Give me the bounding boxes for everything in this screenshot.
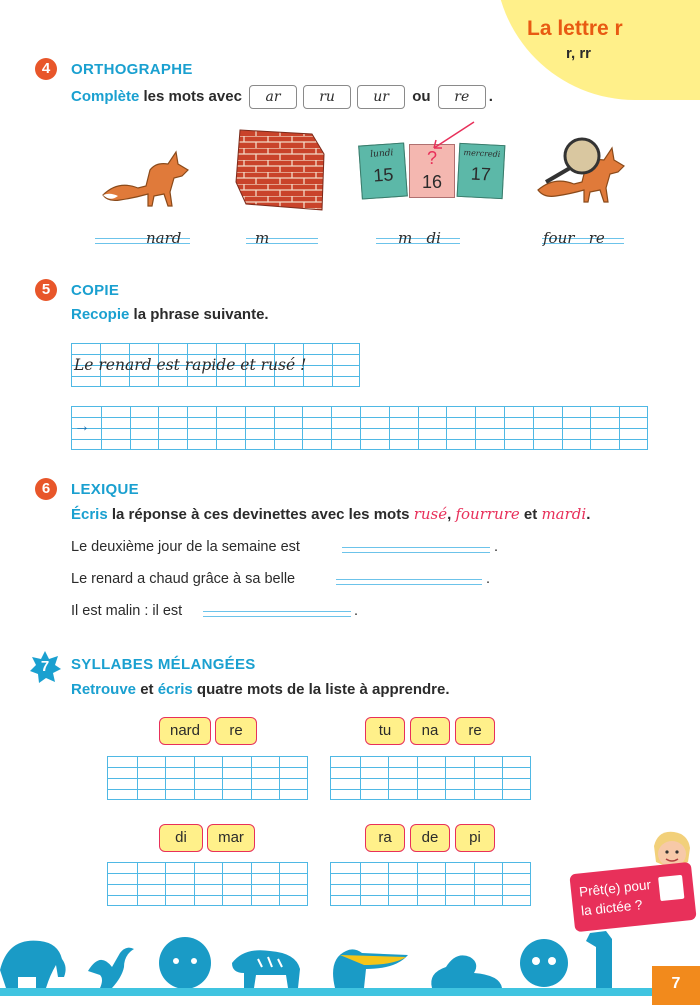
syllable-chip: re	[455, 717, 495, 745]
section-5-title: COPIE	[71, 282, 120, 299]
riddle-1: Le deuxième jour de la semaine est	[71, 539, 300, 555]
dictation-checkbox[interactable]	[658, 875, 684, 901]
syllable-box: re	[438, 85, 486, 109]
answer-grid[interactable]	[107, 756, 308, 800]
fox-illustration	[98, 140, 198, 212]
section-7-instruction	[71, 681, 450, 698]
page-number: 7	[652, 966, 700, 1005]
section-4-number: 4	[35, 58, 57, 80]
calendar-day-number: 15	[372, 164, 394, 186]
syllable-box: ru	[303, 85, 351, 109]
instruction-text: la réponse à ces devinettes avec les mots	[107, 506, 414, 523]
section-6-number: 6	[35, 478, 57, 500]
section-6-instruction	[71, 505, 590, 523]
elephant-icon	[0, 941, 66, 988]
section-7-title: SYLLABES MÉLANGÉES	[71, 656, 256, 673]
syllable-chip: di	[159, 824, 203, 852]
end-punct: .	[586, 506, 591, 523]
whale-tail-icon	[88, 948, 134, 988]
pointer-arrow-icon	[420, 118, 480, 158]
instruction-text: les mots avec	[139, 87, 247, 105]
word-to-complete: four re	[543, 229, 605, 247]
word-to-complete: m	[255, 229, 270, 247]
or-word: ou	[408, 87, 435, 105]
section-4-instruction	[71, 85, 493, 109]
instruction-keyword: Écris	[71, 506, 108, 523]
end-punct: .	[488, 87, 493, 105]
word-to-complete: nard	[146, 229, 182, 247]
answer-grid[interactable]	[330, 756, 531, 800]
word-to-complete: m di	[398, 229, 441, 247]
section-6-title: LEXIQUE	[71, 481, 139, 498]
instruction-text: la phrase suivante.	[129, 306, 269, 323]
instruction-text: et	[136, 681, 158, 698]
instruction-text: quatre mots de la liste à apprendre.	[192, 681, 450, 698]
word-mardi: mardi	[541, 505, 587, 523]
panda-icon	[520, 939, 568, 987]
calendar-day-name: lundi	[369, 148, 394, 160]
tiger-icon	[232, 950, 300, 988]
syllable-chip: ra	[365, 824, 405, 852]
word-fourrure: fourrure	[455, 505, 520, 523]
riddle-end: .	[354, 603, 359, 619]
instruction-keyword: Complète	[71, 87, 140, 105]
calendar-question-mark: ?	[426, 148, 437, 168]
copy-grid[interactable]	[71, 406, 648, 450]
syllable-box: ur	[357, 85, 405, 109]
section-5-number: 5	[35, 279, 57, 301]
syllable-box: ar	[249, 85, 297, 109]
calendar-day-name: mercredi	[463, 148, 501, 159]
start-arrow-icon: →	[74, 418, 90, 435]
giraffe-icon	[586, 931, 612, 988]
syllable-chip: de	[410, 824, 450, 852]
riddle-2: Le renard a chaud grâce à sa belle	[71, 571, 296, 587]
page-title: La lettre r	[527, 17, 623, 40]
header-tab	[495, 0, 700, 100]
instruction-keyword: Recopie	[71, 306, 130, 323]
calendar-day-number: 17	[470, 163, 492, 185]
separator: ,	[447, 506, 456, 523]
syllable-chip: mar	[207, 824, 255, 852]
syllable-chip: tu	[365, 717, 405, 745]
section-4-title: ORTHOGRAPHE	[71, 61, 193, 78]
section-7-number: 7	[40, 658, 50, 675]
dictation-line-2: la dictée ?	[580, 897, 644, 919]
seal-icon	[431, 955, 502, 988]
dictation-line-1: Prêt(e) pour	[578, 877, 652, 900]
syllable-chip: re	[215, 717, 257, 745]
dictation-label	[578, 875, 654, 920]
instruction-keyword: Retrouve	[71, 681, 137, 698]
calendar-page-monday	[358, 142, 408, 199]
riddle-end: .	[494, 539, 499, 555]
answer-grid[interactable]	[330, 862, 531, 906]
riddle-end: .	[486, 571, 491, 587]
brick-wall-illustration	[232, 124, 330, 214]
syllable-chip: nard	[159, 717, 211, 745]
syllable-chip: na	[410, 717, 450, 745]
answer-line[interactable]	[342, 547, 490, 553]
section-5-instruction	[71, 306, 269, 323]
calendar-day-number: 16	[421, 172, 443, 192]
lion-icon	[159, 937, 211, 989]
instruction-keyword: écris	[157, 681, 193, 698]
syllable-chip: pi	[455, 824, 495, 852]
word-ruse: rusé	[413, 505, 448, 523]
separator: et	[519, 506, 542, 523]
answer-grid[interactable]	[107, 862, 308, 906]
answer-line[interactable]	[336, 579, 482, 585]
riddle-3: Il est malin : il est	[71, 603, 183, 619]
model-sentence: Le renard est rapide et rusé !	[74, 356, 307, 374]
answer-line[interactable]	[203, 611, 351, 617]
fox-magnifier-illustration	[530, 128, 640, 212]
animal-frieze	[0, 915, 652, 993]
page-subtitle: r, rr	[566, 45, 592, 62]
footer-water-line	[0, 988, 652, 996]
